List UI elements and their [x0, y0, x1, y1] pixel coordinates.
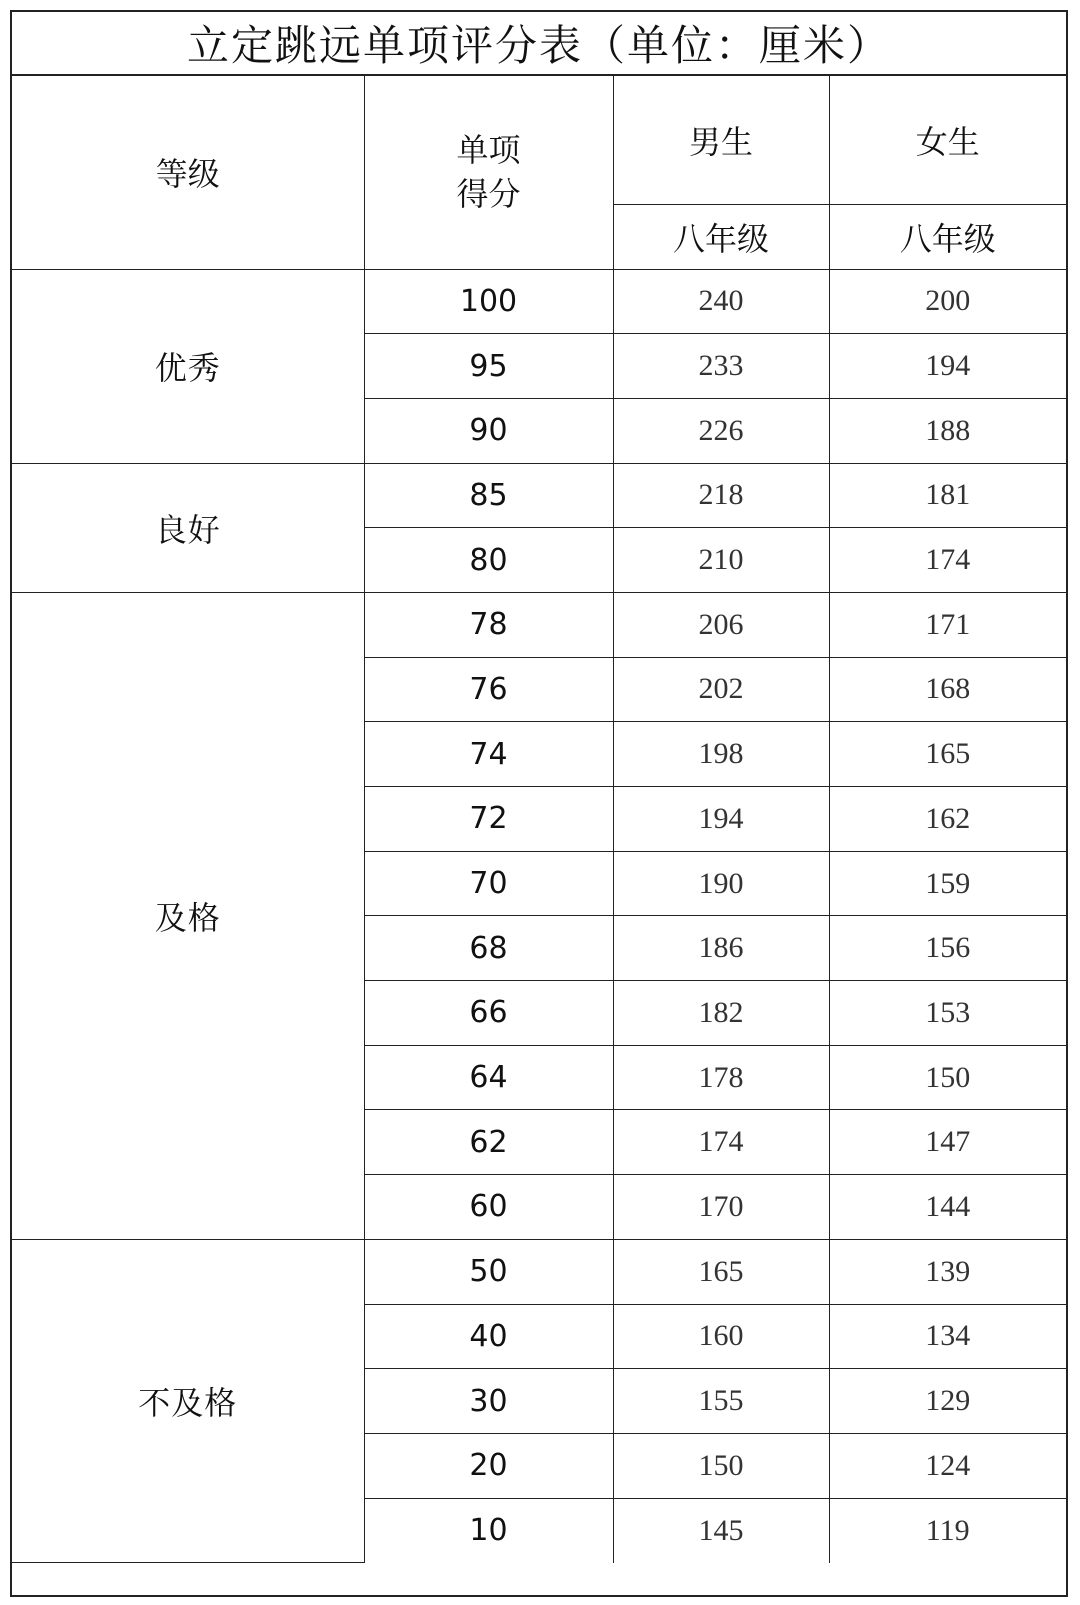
table-row — [12, 463, 1066, 528]
male-value-cell: 190 — [613, 851, 829, 916]
male-value-cell: 240 — [613, 269, 829, 334]
score-cell: 95 — [364, 334, 613, 399]
male-value-cell: 160 — [613, 1304, 829, 1369]
header-male: 男生 — [613, 76, 829, 204]
female-value-cell: 174 — [829, 528, 1066, 593]
female-value-cell: 171 — [829, 592, 1066, 657]
header-female-year: 八年级 — [829, 204, 1066, 269]
male-value-cell: 165 — [613, 1239, 829, 1304]
grade-cell: 良好 — [12, 463, 364, 592]
score-cell: 72 — [364, 787, 613, 852]
male-value-cell: 170 — [613, 1175, 829, 1240]
male-value-cell: 202 — [613, 657, 829, 722]
grade-cell: 优秀 — [12, 269, 364, 463]
female-value-cell: 194 — [829, 334, 1066, 399]
female-value-cell: 134 — [829, 1304, 1066, 1369]
female-value-cell: 119 — [829, 1498, 1066, 1563]
score-cell: 66 — [364, 981, 613, 1046]
female-value-cell: 168 — [829, 657, 1066, 722]
score-cell: 90 — [364, 398, 613, 463]
header-row-top — [12, 76, 1066, 204]
score-cell: 30 — [364, 1369, 613, 1434]
score-cell: 40 — [364, 1304, 613, 1369]
male-value-cell: 226 — [613, 398, 829, 463]
table-row — [12, 1239, 1066, 1304]
female-value-cell: 129 — [829, 1369, 1066, 1434]
female-value-cell: 200 — [829, 269, 1066, 334]
male-value-cell: 206 — [613, 592, 829, 657]
header-female: 女生 — [829, 76, 1066, 204]
header-male-year: 八年级 — [613, 204, 829, 269]
female-value-cell: 144 — [829, 1175, 1066, 1240]
table-title: 立定跳远单项评分表（单位：厘米） — [12, 12, 1066, 76]
male-value-cell: 155 — [613, 1369, 829, 1434]
header-score-line2: 得分 — [456, 175, 521, 214]
score-cell: 10 — [364, 1498, 613, 1563]
grade-cell: 及格 — [12, 592, 364, 1239]
male-value-cell: 178 — [613, 1045, 829, 1110]
table-row — [12, 592, 1066, 657]
grade-cell: 不及格 — [12, 1239, 364, 1562]
female-value-cell: 139 — [829, 1239, 1066, 1304]
score-cell: 64 — [364, 1045, 613, 1110]
male-value-cell: 210 — [613, 528, 829, 593]
scoring-table-sheet — [10, 10, 1068, 1597]
male-value-cell: 233 — [613, 334, 829, 399]
score-cell: 80 — [364, 528, 613, 593]
table-row — [12, 269, 1066, 334]
female-value-cell: 159 — [829, 851, 1066, 916]
score-cell: 78 — [364, 592, 613, 657]
male-value-cell: 218 — [613, 463, 829, 528]
score-cell: 100 — [364, 269, 613, 334]
female-value-cell: 188 — [829, 398, 1066, 463]
female-value-cell: 124 — [829, 1433, 1066, 1498]
female-value-cell: 162 — [829, 787, 1066, 852]
female-value-cell: 150 — [829, 1045, 1066, 1110]
male-value-cell: 182 — [613, 981, 829, 1046]
female-value-cell: 153 — [829, 981, 1066, 1046]
male-value-cell: 186 — [613, 916, 829, 981]
score-cell: 68 — [364, 916, 613, 981]
score-cell: 76 — [364, 657, 613, 722]
male-value-cell: 145 — [613, 1498, 829, 1563]
scoring-table — [12, 76, 1066, 1563]
score-cell: 20 — [364, 1433, 613, 1498]
female-value-cell: 147 — [829, 1110, 1066, 1175]
header-score-line1: 单项 — [456, 131, 521, 170]
score-cell: 50 — [364, 1239, 613, 1304]
male-value-cell: 194 — [613, 787, 829, 852]
score-cell: 85 — [364, 463, 613, 528]
male-value-cell: 198 — [613, 722, 829, 787]
male-value-cell: 174 — [613, 1110, 829, 1175]
male-value-cell: 150 — [613, 1433, 829, 1498]
score-cell: 70 — [364, 851, 613, 916]
header-score — [364, 76, 613, 269]
score-cell: 74 — [364, 722, 613, 787]
female-value-cell: 165 — [829, 722, 1066, 787]
score-cell: 60 — [364, 1175, 613, 1240]
female-value-cell: 181 — [829, 463, 1066, 528]
score-cell: 62 — [364, 1110, 613, 1175]
female-value-cell: 156 — [829, 916, 1066, 981]
header-grade: 等级 — [12, 76, 364, 269]
